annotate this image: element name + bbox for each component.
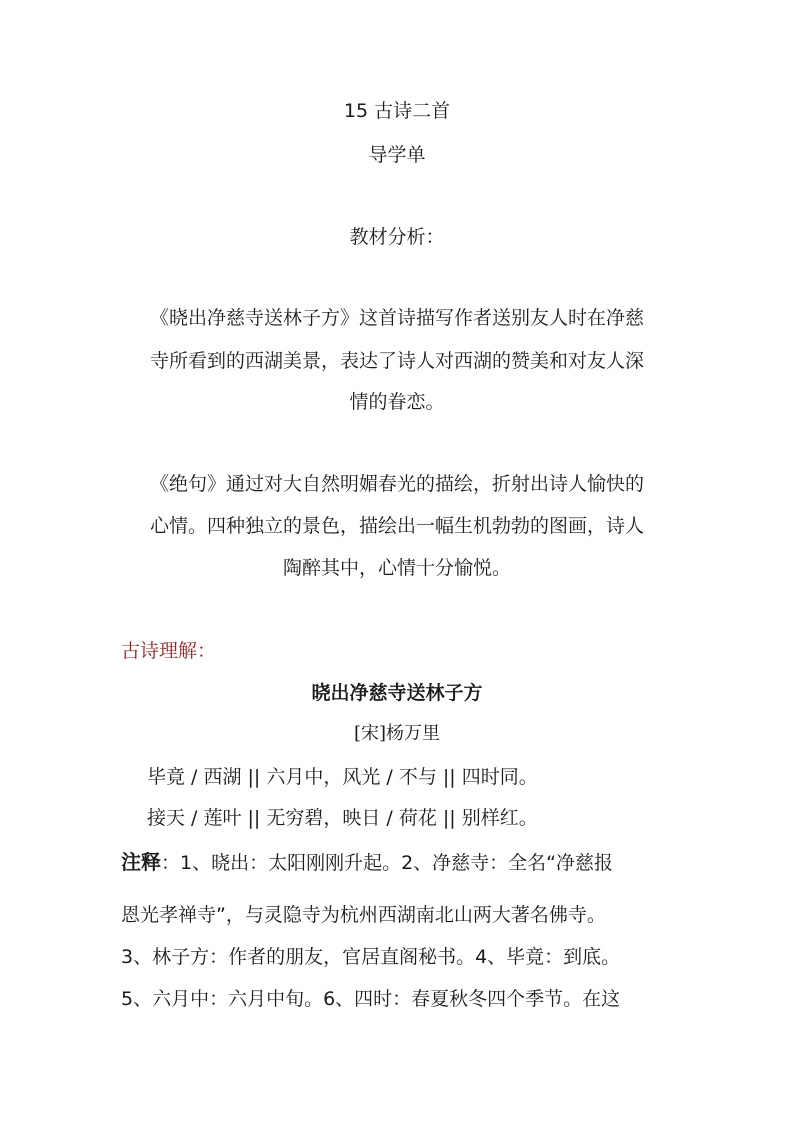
notes-line1-text: ：1、晓出：太阳刚刚升起。2、净慈寺：全名“净慈报 <box>161 852 614 874</box>
poem-verse-line1: 毕竟 / 西湖 || 六月中，风光 / 不与 || 四时同。 <box>147 766 538 788</box>
analysis-para2-line3: 陶醉其中，心情十分愉悦。 <box>282 557 511 579</box>
poem-author: [宋]杨万里 <box>353 723 441 744</box>
lesson-title: 15 古诗二首 <box>343 100 451 122</box>
analysis-para1-line3: 情的眷恋。 <box>349 391 445 413</box>
poem-verse-line2: 接天 / 莲叶 || 无穷碧，映日 / 荷花 || 别样红。 <box>147 807 538 829</box>
analysis-para2-line2: 心情。四种独立的景色，描绘出一幅生机勃勃的图画，诗人 <box>149 515 644 537</box>
analysis-para1-line2: 寺所看到的西湖美景，表达了诗人对西湖的赞美和对友人深 <box>149 350 644 372</box>
notes-line1 <box>121 850 613 875</box>
analysis-heading: 教材分析： <box>349 226 445 248</box>
poem-title: 晓出净慈寺送林子方 <box>311 682 483 704</box>
understanding-heading: 古诗理解： <box>121 640 217 662</box>
page-subtitle: 导学单 <box>368 144 426 166</box>
notes-line2: 恩光孝禅寺”，与灵隐寺为杭州西湖南北山两大著名佛寺。 <box>121 904 606 926</box>
notes-line3: 3、林子方：作者的朋友，官居直阁秘书。4、毕竟：到底。 <box>121 946 621 968</box>
notes-label: 注释 <box>121 850 161 874</box>
notes-line4: 5、六月中：六月中旬。6、四时：春夏秋冬四个季节。在这 <box>121 988 621 1010</box>
analysis-para2-line1: 《绝句》通过对大自然明媚春光的描绘，折射出诗人愉快的 <box>149 473 644 495</box>
analysis-para1-line1: 《晓出净慈寺送林子方》这首诗描写作者送别友人时在净慈 <box>149 307 644 329</box>
